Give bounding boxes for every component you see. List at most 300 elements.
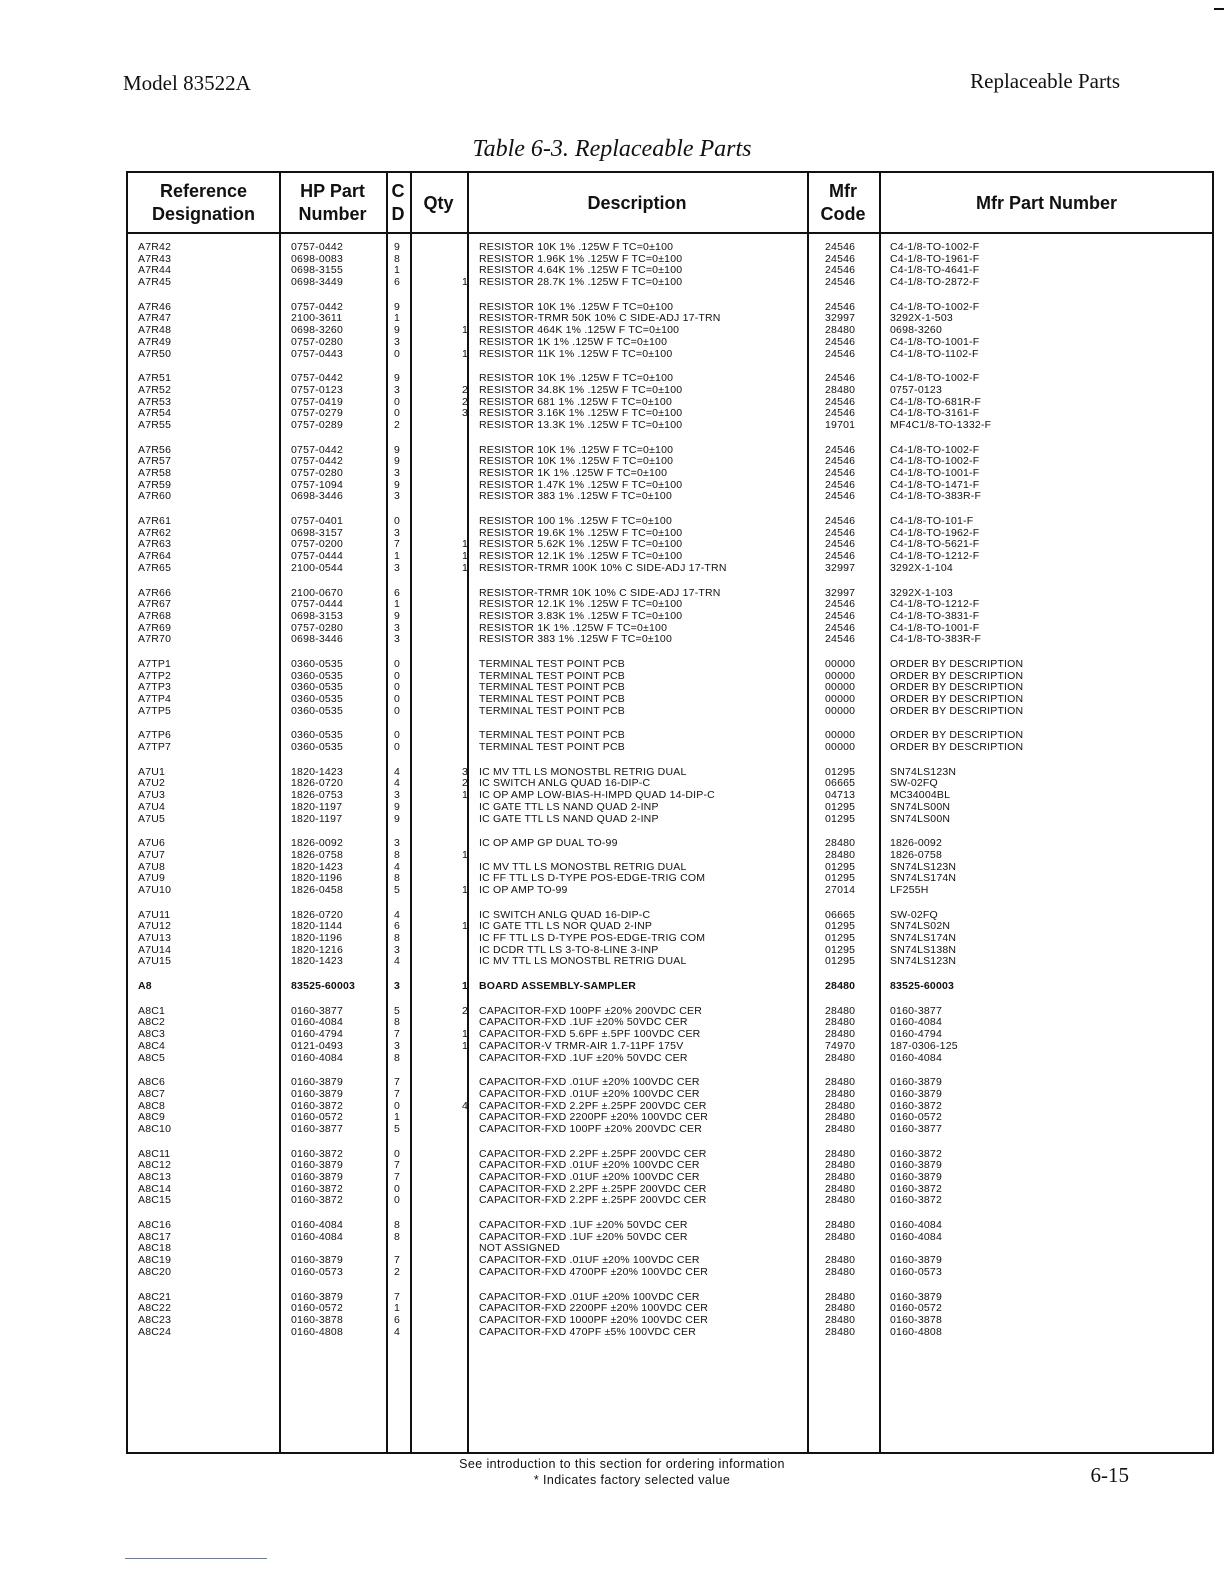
cell-reference: A8C7	[138, 1087, 166, 1100]
cell-mfr-code: 28480	[825, 1171, 856, 1183]
cell-hp-part-number: 0698-3446	[291, 490, 344, 503]
cell-reference: A7R45	[138, 276, 172, 289]
cell-hp-part-number: 0160-3879	[291, 1254, 344, 1267]
cell-cd: 9	[394, 300, 401, 313]
cell-cd: 2	[394, 418, 401, 431]
cell-mfr-part-number: 0160-0572	[890, 1302, 943, 1315]
cell-mfr-code: 74970	[825, 1039, 856, 1052]
cell-reference: A7TP4	[138, 693, 172, 705]
cell-hp-part-number: 1820-1196	[291, 932, 343, 944]
table-row	[128, 516, 1212, 528]
cell-mfr-part-number: 0160-3879	[890, 1254, 943, 1267]
col-header-reference	[128, 173, 279, 233]
cell-hp-part-number: 1820-1197	[291, 812, 343, 825]
cell-reference: A7R53	[138, 395, 172, 408]
corner-mark	[1214, 8, 1224, 10]
cell-hp-part-number: 0360-0535	[291, 693, 344, 705]
row-group	[128, 838, 1212, 896]
cell-mfr-part-number: 1826-0092	[890, 837, 943, 850]
cell-reference: A7R43	[138, 252, 172, 265]
cell-description: CAPACITOR-FXD 1000PF ±20% 100VDC CER	[479, 1313, 709, 1326]
col-header-text: Designation	[151, 204, 255, 224]
cell-mfr-part-number: SN74LS123N	[890, 860, 957, 873]
cell-mfr-part-number: C4-1/8-TO-383R-F	[890, 490, 982, 503]
col-header-text: Number	[298, 204, 367, 224]
cell-mfr-code: 28480	[825, 1147, 856, 1160]
cell-mfr-part-number: C4-1/8-TO-101-F	[890, 515, 974, 528]
table-title: Table 6-3. Replaceable Parts	[472, 136, 752, 162]
cell-mfr-code: 24546	[825, 241, 856, 253]
cell-mfr-code: 28480	[825, 1290, 856, 1303]
cell-cd: 7	[394, 1159, 401, 1172]
cell-mfr-code: 24546	[825, 621, 856, 634]
row-group	[128, 1220, 1212, 1278]
cell-description: IC MV TTL LS MONOSTBL RETRIG DUAL	[479, 765, 687, 778]
cell-cd: 3	[394, 789, 401, 802]
cell-cd: 3	[394, 621, 401, 634]
cell-description: NOT ASSIGNED	[479, 1242, 560, 1255]
cell-cd: 1	[394, 1302, 401, 1315]
cell-mfr-code: 28480	[825, 324, 856, 337]
cell-hp-part-number: 0160-3872	[291, 1194, 344, 1207]
cell-qty: 2	[461, 395, 468, 408]
cell-hp-part-number: 2100-3611	[291, 312, 343, 325]
cell-reference: A8C3	[138, 1028, 166, 1041]
cell-mfr-code: 28480	[825, 1254, 856, 1267]
cell-reference: A7R65	[138, 561, 172, 574]
table-row	[128, 742, 1212, 754]
table-row	[128, 956, 1212, 968]
cell-mfr-code: 28480	[825, 1265, 856, 1278]
cell-reference: A7TP2	[138, 669, 172, 682]
table-row	[128, 1327, 1212, 1339]
cell-reference: A7U14	[138, 943, 172, 956]
cell-cd: 7	[394, 1290, 401, 1303]
cell-reference: A7R62	[138, 526, 172, 539]
cell-qty: 1	[461, 276, 468, 289]
cell-mfr-part-number: SN74LS174N	[890, 872, 957, 885]
cell-mfr-code: 01295	[825, 932, 856, 944]
cell-reference: A8C21	[138, 1290, 172, 1303]
table-row	[128, 1172, 1212, 1184]
cell-hp-part-number: 1820-1423	[291, 955, 344, 968]
cell-description: CAPACITOR-FXD .1UF ±20% 50VDC CER	[479, 1230, 688, 1243]
cell-description: RESISTOR 1K 1% .125W F TC=0±100	[479, 335, 668, 348]
cell-mfr-part-number: SN74LS123N	[890, 955, 957, 968]
cell-description: RESISTOR 3.83K 1% .125W F TC=0±100	[479, 609, 683, 622]
cell-hp-part-number: 0160-3877	[291, 1004, 344, 1017]
cell-description: RESISTOR 4.64K 1% .125W F TC=0±100	[479, 264, 683, 277]
table-row	[128, 1053, 1212, 1065]
model-header: Model 83522A	[123, 71, 251, 95]
cell-cd: 0	[394, 1182, 401, 1195]
cell-reference: A7R50	[138, 347, 172, 360]
cell-mfr-part-number: SN74LS138N	[890, 943, 957, 956]
cell-hp-part-number: 1820-1423	[291, 860, 344, 873]
cell-description: CAPACITOR-V TRMR-AIR 1.7-11PF 175V	[479, 1039, 684, 1052]
cell-qty: 1	[461, 561, 468, 574]
cell-reference: A7R70	[138, 633, 172, 646]
cell-qty: 2	[461, 383, 468, 396]
table-row	[128, 1089, 1212, 1101]
cell-reference: A8C18	[138, 1242, 172, 1255]
cell-mfr-part-number: C4-1/8-TO-1471-F	[890, 478, 980, 491]
cell-mfr-code: 24546	[825, 467, 856, 479]
cell-mfr-part-number: 3292X-1-104	[890, 561, 953, 574]
cell-hp-part-number: 0160-4084	[291, 1230, 344, 1243]
cell-mfr-part-number: SN74LS02N	[890, 920, 951, 933]
col-header-mfr-code	[807, 173, 879, 233]
cell-qty: 1	[461, 550, 468, 563]
cell-mfr-code: 04713	[825, 789, 856, 802]
cell-mfr-part-number: 0160-3879	[890, 1171, 943, 1183]
cell-mfr-part-number: C4-1/8-TO-383R-F	[890, 633, 982, 646]
cell-hp-part-number: 1820-1423	[291, 765, 344, 778]
cell-description: BOARD ASSEMBLY-SAMPLER	[479, 980, 637, 993]
cell-description: CAPACITOR-FXD 2.2PF ±.25PF 200VDC CER	[479, 1099, 707, 1112]
cell-reference: A8C10	[138, 1122, 172, 1135]
cell-hp-part-number: 0698-3449	[291, 276, 344, 289]
cell-cd: 0	[394, 407, 401, 420]
cell-description: RESISTOR 11K 1% .125W F TC=0±100	[479, 347, 673, 360]
cell-hp-part-number: 0757-0279	[291, 407, 344, 420]
cell-reference: A7R66	[138, 586, 172, 599]
cell-reference: A8C8	[138, 1099, 166, 1112]
cell-description: RESISTOR 10K 1% .125W F TC=0±100	[479, 300, 674, 313]
cell-hp-part-number: 0698-3153	[291, 609, 344, 622]
cell-mfr-code: 00000	[825, 704, 856, 717]
col-header-text: D	[391, 204, 405, 224]
cell-mfr-part-number: 0160-4794	[890, 1028, 943, 1041]
cell-description: IC OP AMP TO-99	[479, 883, 568, 896]
cell-mfr-code: 28480	[825, 980, 856, 993]
cell-reference: A7R56	[138, 443, 172, 456]
cell-reference: A8C22	[138, 1302, 172, 1315]
cell-hp-part-number: 0160-0573	[291, 1265, 344, 1278]
cell-mfr-code: 28480	[825, 1122, 856, 1135]
cell-cd: 3	[394, 561, 401, 574]
cell-mfr-code: 28480	[825, 1159, 856, 1172]
cell-hp-part-number: 0757-0280	[291, 467, 344, 479]
cell-mfr-code: 24546	[825, 407, 856, 420]
cell-cd: 8	[394, 932, 401, 944]
cell-mfr-part-number: C4-1/8-TO-5621-F	[890, 538, 980, 551]
cell-reference: A7TP7	[138, 741, 172, 754]
cell-mfr-part-number: 0160-3879	[890, 1159, 943, 1172]
cell-mfr-part-number: 0160-3879	[890, 1076, 943, 1089]
cell-reference: A7TP6	[138, 729, 172, 742]
cell-cd: 0	[394, 395, 401, 408]
cell-mfr-part-number: 0160-4084	[890, 1219, 943, 1232]
cell-hp-part-number: 0757-0444	[291, 598, 344, 611]
cell-reference: A8C12	[138, 1159, 172, 1172]
cell-cd: 7	[394, 1087, 401, 1100]
cell-mfr-code: 28480	[825, 1302, 856, 1315]
cell-description: RESISTOR 12.1K 1% .125W F TC=0±100	[479, 598, 683, 611]
cell-qty: 2	[461, 777, 468, 790]
cell-description: RESISTOR 34.8K 1% .125W F TC=0±100	[479, 383, 683, 396]
cell-description: CAPACITOR-FXD .1UF ±20% 50VDC CER	[479, 1051, 688, 1064]
cell-hp-part-number: 0757-1094	[291, 478, 344, 491]
table-row	[128, 491, 1212, 503]
cell-hp-part-number: 1826-0092	[291, 837, 344, 850]
cell-mfr-code: 28480	[825, 383, 856, 396]
cell-mfr-code: 27014	[825, 883, 856, 896]
cell-cd: 0	[394, 1194, 401, 1207]
cell-reference: A7TP5	[138, 704, 172, 717]
cell-cd: 9	[394, 241, 401, 253]
cell-mfr-part-number: 3292X-1-503	[890, 312, 953, 325]
cell-hp-part-number: 0757-0419	[291, 395, 344, 408]
cell-mfr-code: 24546	[825, 372, 856, 385]
cell-mfr-code: 28480	[825, 1087, 856, 1100]
cell-cd: 4	[394, 955, 401, 968]
cell-reference: A7U6	[138, 837, 166, 850]
row-group	[128, 910, 1212, 968]
cell-hp-part-number: 0360-0535	[291, 669, 344, 682]
table-row	[128, 1267, 1212, 1279]
table-row	[128, 1315, 1212, 1327]
col-header-text: C	[391, 181, 405, 201]
cell-qty: 1	[461, 324, 468, 337]
cell-mfr-code: 06665	[825, 908, 856, 921]
cell-cd: 8	[394, 872, 401, 885]
row-group	[128, 659, 1212, 717]
cell-mfr-code: 24546	[825, 443, 856, 456]
cell-mfr-part-number: C4-1/8-TO-1102-F	[890, 347, 979, 360]
cell-reference: A7U11	[138, 908, 171, 921]
cell-mfr-part-number: C4-1/8-TO-4641-F	[890, 264, 980, 277]
cell-description: RESISTOR 13.3K 1% .125W F TC=0±100	[479, 418, 683, 431]
table-row	[128, 814, 1212, 826]
cell-hp-part-number: 1820-1216	[291, 943, 344, 956]
cell-reference: A8C2	[138, 1016, 166, 1029]
cell-mfr-part-number: 0160-3872	[890, 1099, 943, 1112]
cell-reference: A7U12	[138, 920, 172, 933]
cell-mfr-part-number: SW-02FQ	[890, 777, 938, 790]
cell-reference: A7R69	[138, 621, 172, 634]
cell-mfr-code: 24546	[825, 264, 856, 277]
cell-qty: 1	[461, 883, 468, 896]
cell-mfr-part-number: ORDER BY DESCRIPTION	[890, 669, 1024, 682]
cell-description: RESISTOR 28.7K 1% .125W F TC=0±100	[479, 276, 683, 289]
cell-mfr-part-number: C4-1/8-TO-1212-F	[890, 598, 980, 611]
section-header: Replaceable Parts	[970, 69, 1120, 93]
cell-reference: A7U10	[138, 883, 172, 896]
cell-mfr-part-number: 0160-4084	[890, 1051, 943, 1064]
cell-hp-part-number: 0698-3155	[291, 264, 344, 277]
row-group	[128, 767, 1212, 825]
cell-cd: 3	[394, 1039, 401, 1052]
table-row	[128, 337, 1212, 349]
col-header-text: HP Part	[300, 181, 365, 201]
cell-mfr-part-number: 0160-0573	[890, 1265, 943, 1278]
cell-hp-part-number: 0757-0443	[291, 347, 344, 360]
cell-cd: 6	[394, 920, 401, 933]
cell-mfr-part-number: 187-0306-125	[890, 1039, 958, 1052]
cell-mfr-code: 24546	[825, 526, 856, 539]
cell-hp-part-number: 0160-3877	[291, 1122, 344, 1135]
cell-description: IC OP AMP LOW-BIAS-H-IMPD QUAD 14-DIP-C	[479, 789, 715, 802]
cell-cd: 0	[394, 693, 401, 705]
cell-description: RESISTOR 1K 1% .125W F TC=0±100	[479, 467, 668, 479]
table-row	[128, 706, 1212, 718]
col-header-text: Reference	[159, 181, 248, 201]
cell-hp-part-number: 0160-0572	[291, 1302, 344, 1315]
cell-description: RESISTOR 3.16K 1% .125W F TC=0±100	[479, 407, 683, 420]
cell-mfr-part-number: C4-1/8-TO-2872-F	[890, 276, 980, 289]
cell-mfr-part-number: C4-1/8-TO-1002-F	[890, 443, 980, 456]
cell-description: RESISTOR 681 1% .125W F TC=0±100	[479, 395, 672, 408]
cell-reference: A7U8	[138, 860, 166, 873]
cell-cd: 0	[394, 1147, 401, 1160]
cell-hp-part-number: 2100-0544	[291, 561, 344, 574]
cell-mfr-code: 32997	[825, 561, 856, 574]
cell-mfr-code: 00000	[825, 657, 856, 670]
cell-hp-part-number: 0757-0280	[291, 621, 344, 634]
row-group	[128, 302, 1212, 360]
col-header-text: Code	[820, 204, 866, 224]
cell-description: IC GATE TTL LS NAND QUAD 2-INP	[479, 812, 659, 825]
cell-cd: 8	[394, 848, 401, 861]
cell-mfr-code: 00000	[825, 741, 856, 754]
bottom-rule	[125, 1558, 267, 1559]
cell-mfr-part-number: SN74LS00N	[890, 800, 951, 813]
cell-description: IC FF TTL LS D-TYPE POS-EDGE-TRIG COM	[479, 872, 706, 885]
cell-cd: 8	[394, 1219, 401, 1232]
cell-cd: 8	[394, 1051, 401, 1064]
cell-hp-part-number: 0160-3879	[291, 1171, 344, 1183]
cell-mfr-part-number: SN74LS123N	[890, 765, 957, 778]
cell-cd: 9	[394, 609, 401, 622]
cell-mfr-part-number: 1826-0758	[890, 848, 943, 861]
table-row	[128, 694, 1212, 706]
cell-cd: 7	[394, 538, 401, 551]
cell-hp-part-number: 0160-3872	[291, 1147, 344, 1160]
cell-description: IC GATE TTL LS NOR QUAD 2-INP	[479, 920, 653, 933]
cell-qty: 2	[461, 1004, 468, 1017]
cell-description: RESISTOR 10K 1% .125W F TC=0±100	[479, 241, 674, 253]
cell-mfr-part-number: ORDER BY DESCRIPTION	[890, 657, 1024, 670]
cell-qty: 1	[461, 848, 468, 861]
cell-hp-part-number: 0160-4794	[291, 1028, 344, 1041]
cell-mfr-part-number: C4-1/8-TO-3831-F	[890, 609, 980, 622]
cell-mfr-part-number: 0160-3879	[890, 1290, 943, 1303]
cell-reference: A7U1	[138, 765, 166, 778]
cell-mfr-code: 28480	[825, 1219, 856, 1232]
cell-reference: A8C11	[138, 1147, 171, 1160]
cell-mfr-code: 32997	[825, 312, 856, 325]
cell-description: CAPACITOR-FXD .01UF ±20% 100VDC CER	[479, 1254, 700, 1267]
cell-mfr-code: 19701	[825, 418, 856, 431]
cell-description: CAPACITOR-FXD .01UF ±20% 100VDC CER	[479, 1159, 700, 1172]
cell-hp-part-number: 0121-0493	[291, 1039, 344, 1052]
cell-cd: 2	[394, 1265, 401, 1278]
cell-mfr-part-number: C4-1/8-TO-681R-F	[890, 395, 982, 408]
parts-table	[126, 171, 1214, 1454]
cell-mfr-code: 00000	[825, 681, 856, 694]
row-group	[128, 1292, 1212, 1339]
cell-cd: 9	[394, 372, 401, 385]
cell-cd: 9	[394, 478, 401, 491]
cell-cd: 9	[394, 324, 401, 337]
cell-reference: A7R68	[138, 609, 172, 622]
table-row	[128, 563, 1212, 575]
cell-cd: 0	[394, 347, 401, 360]
cell-mfr-code: 24546	[825, 276, 856, 289]
cell-description: IC FF TTL LS D-TYPE POS-EDGE-TRIG COM	[479, 932, 706, 944]
cell-mfr-code: 24546	[825, 335, 856, 348]
cell-mfr-part-number: SN74LS00N	[890, 812, 951, 825]
cell-cd: 7	[394, 1254, 401, 1267]
cell-qty: 3	[461, 765, 468, 778]
cell-hp-part-number: 1826-0758	[291, 848, 344, 861]
cell-mfr-part-number: 0160-3877	[890, 1122, 943, 1135]
cell-hp-part-number: 0360-0535	[291, 657, 344, 670]
cell-mfr-part-number: 0160-3872	[890, 1147, 943, 1160]
cell-mfr-code: 28480	[825, 848, 856, 861]
cell-mfr-code: 28480	[825, 1182, 856, 1195]
cell-mfr-part-number: C4-1/8-TO-1002-F	[890, 455, 980, 468]
table-row	[128, 385, 1212, 397]
cell-description: RESISTOR 5.62K 1% .125W F TC=0±100	[479, 538, 683, 551]
cell-hp-part-number: 0160-3872	[291, 1182, 344, 1195]
cell-mfr-code: 24546	[825, 538, 856, 551]
cell-mfr-part-number: C4-1/8-TO-1002-F	[890, 300, 980, 313]
cell-qty: 1	[461, 347, 468, 360]
cell-mfr-code: 00000	[825, 729, 856, 742]
cell-hp-part-number: 0160-4084	[291, 1016, 344, 1029]
cell-reference: A7R59	[138, 478, 172, 491]
cell-description: CAPACITOR-FXD .01UF ±20% 100VDC CER	[479, 1290, 700, 1303]
cell-cd: 3	[394, 467, 401, 479]
cell-cd: 5	[394, 1122, 401, 1135]
cell-reference: A8C16	[138, 1219, 172, 1232]
table-row	[128, 468, 1212, 480]
cell-description: TERMINAL TEST POINT PCB	[479, 681, 625, 694]
cell-mfr-code: 28480	[825, 837, 856, 850]
cell-qty: 1	[461, 1028, 468, 1041]
cell-cd: 1	[394, 264, 401, 277]
cell-hp-part-number: 0160-4084	[291, 1051, 344, 1064]
cell-mfr-code: 01295	[825, 860, 856, 873]
cell-mfr-code: 24546	[825, 347, 856, 360]
cell-mfr-part-number: ORDER BY DESCRIPTION	[890, 704, 1024, 717]
cell-mfr-part-number: LF255H	[890, 883, 929, 896]
cell-reference: A7R60	[138, 490, 172, 503]
cell-cd: 6	[394, 586, 401, 599]
cell-description: IC OP AMP GP DUAL TO-99	[479, 837, 618, 850]
cell-hp-part-number: 0160-3879	[291, 1076, 344, 1089]
cell-hp-part-number: 0698-3446	[291, 633, 344, 646]
cell-description: RESISTOR 1K 1% .125W F TC=0±100	[479, 621, 668, 634]
cell-reference: A8C15	[138, 1194, 172, 1207]
cell-reference: A8C23	[138, 1313, 172, 1326]
cell-mfr-part-number: ORDER BY DESCRIPTION	[890, 741, 1024, 754]
cell-cd: 0	[394, 657, 401, 670]
cell-description: CAPACITOR-FXD 2.2PF ±.25PF 200VDC CER	[479, 1194, 707, 1207]
cell-mfr-code: 24546	[825, 609, 856, 622]
cell-description: RESISTOR-TRMR 50K 10% C SIDE-ADJ 17-TRN	[479, 312, 721, 325]
table-row	[128, 1041, 1212, 1053]
cell-cd: 4	[394, 765, 401, 778]
cell-mfr-code: 28480	[825, 1051, 856, 1064]
cell-mfr-code: 28480	[825, 1111, 856, 1124]
table-row	[128, 242, 1212, 254]
cell-reference: A8C17	[138, 1230, 172, 1243]
cell-hp-part-number: 0160-0572	[291, 1111, 344, 1124]
cell-cd: 6	[394, 1313, 401, 1326]
